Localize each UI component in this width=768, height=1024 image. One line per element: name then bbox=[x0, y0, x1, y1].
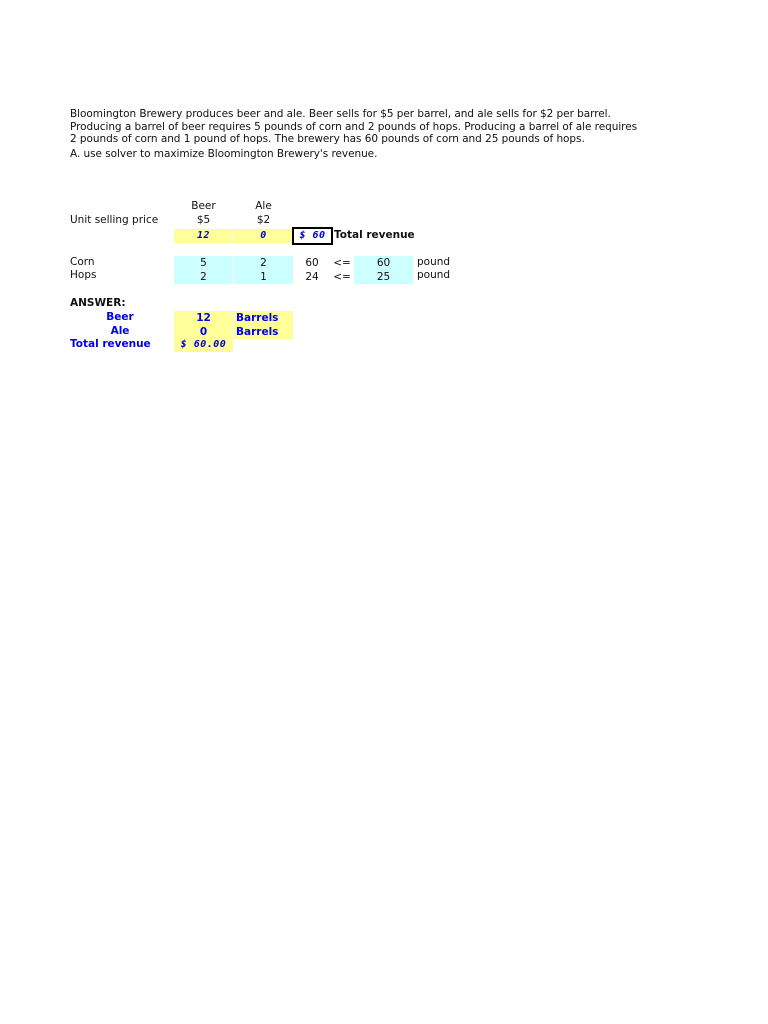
corn-unit: pound bbox=[417, 256, 451, 268]
hops-used[interactable]: 24 bbox=[305, 271, 319, 283]
answer-beer-value[interactable]: 12 bbox=[174, 311, 233, 325]
problem-statement bbox=[70, 108, 670, 160]
problem-line: Producing a barrel of beer requires 5 pounds of corn and 2 pounds of hops. Producing a barrel of ale requires bbox=[70, 120, 638, 133]
total-revenue-label: Total revenue bbox=[334, 229, 415, 241]
price-beer[interactable]: $5 bbox=[196, 214, 211, 226]
answer-beer-unit: Barrels bbox=[234, 311, 293, 325]
header-ale: Ale bbox=[255, 200, 272, 212]
problem-line: 2 pounds of corn and 1 pound of hops. The brewery has 60 pounds of corn and 25 pounds of hops. bbox=[70, 133, 585, 145]
constraint-hops-label: Hops bbox=[70, 269, 97, 281]
hops-beer-coef[interactable]: 2 bbox=[174, 270, 233, 284]
problem-line: Bloomington Brewery produces beer and ale. Beer sells for $5 per barrel, and ale sells for $2 per barrel. bbox=[70, 108, 611, 120]
corn-available[interactable]: 60 bbox=[354, 256, 413, 270]
hops-unit: pound bbox=[417, 269, 451, 281]
problem-line: A. use solver to maximize Bloomington Brewery's revenue. bbox=[70, 147, 378, 160]
answer-beer-label: Beer bbox=[106, 311, 134, 323]
hops-available[interactable]: 25 bbox=[354, 270, 413, 284]
answer-ale-unit: Barrels bbox=[234, 325, 293, 339]
corn-used[interactable]: 60 bbox=[305, 257, 319, 269]
answer-ale-value[interactable]: 0 bbox=[174, 325, 233, 339]
decision-beer-cell[interactable]: 12 bbox=[174, 229, 233, 243]
price-label: Unit selling price bbox=[70, 214, 159, 226]
corn-ale-coef[interactable]: 2 bbox=[234, 256, 293, 270]
corn-beer-coef[interactable]: 5 bbox=[174, 256, 233, 270]
corn-operator: <= bbox=[333, 257, 351, 269]
answer-revenue-label: Total revenue bbox=[70, 338, 151, 350]
hops-ale-coef[interactable]: 1 bbox=[234, 270, 293, 284]
answer-revenue-value[interactable]: $ 60.00 bbox=[174, 338, 233, 352]
answer-ale-label: Ale bbox=[110, 325, 130, 337]
price-ale[interactable]: $2 bbox=[256, 214, 271, 226]
constraint-corn-label: Corn bbox=[70, 256, 95, 268]
hops-operator: <= bbox=[333, 271, 351, 283]
header-beer: Beer bbox=[191, 200, 216, 212]
decision-ale-cell[interactable]: 0 bbox=[234, 229, 293, 243]
answer-heading: ANSWER: bbox=[70, 297, 126, 309]
total-revenue-cell[interactable]: $ 60 bbox=[292, 227, 333, 245]
